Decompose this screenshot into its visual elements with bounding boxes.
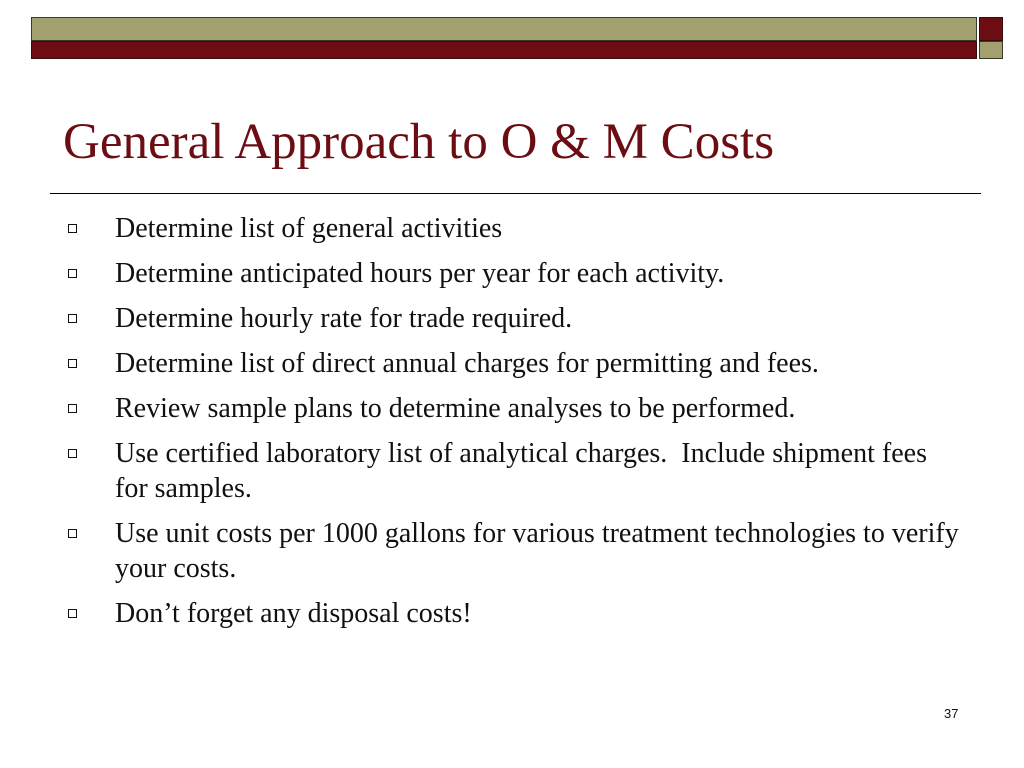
- bullet-item: [63, 516, 963, 586]
- bullet-text: Determine list of direct annual charges for permitting and fees.: [115, 348, 819, 379]
- hollow-square-bullet-icon: [68, 609, 77, 618]
- hollow-square-bullet-icon: [68, 529, 77, 538]
- bullet-item: [63, 256, 963, 291]
- page-number: 37: [944, 706, 959, 721]
- bullet-item: [63, 436, 963, 506]
- hollow-square-bullet-icon: [68, 314, 77, 323]
- hollow-square-bullet-icon: [68, 224, 77, 233]
- header-band-olive: [31, 17, 977, 41]
- slide-title: General Approach to O & M Costs: [63, 114, 775, 170]
- bullet-text: Use certified laboratory list of analytical charges. Include shipment fees for samples.: [115, 438, 934, 504]
- bullet-item: [63, 596, 963, 631]
- header-square-olive: [979, 41, 1003, 59]
- bullet-item: [63, 391, 963, 426]
- bullet-text: Determine list of general activities: [115, 213, 503, 244]
- hollow-square-bullet-icon: [68, 269, 77, 278]
- bullet-list: [63, 211, 963, 641]
- bullet-text: Determine anticipated hours per year for each activity.: [115, 258, 725, 289]
- header-square-maroon: [979, 17, 1003, 41]
- bullet-text: Review sample plans to determine analyses to be performed.: [115, 393, 796, 424]
- title-divider: [50, 193, 981, 194]
- bullet-item: [63, 346, 963, 381]
- bullet-item: [63, 301, 963, 336]
- hollow-square-bullet-icon: [68, 449, 77, 458]
- bullet-text: Don’t forget any disposal costs!: [115, 598, 472, 629]
- hollow-square-bullet-icon: [68, 359, 77, 368]
- hollow-square-bullet-icon: [68, 404, 77, 413]
- bullet-text: Use unit costs per 1000 gallons for various treatment technologies to verify your costs.: [115, 518, 959, 584]
- bullet-text: Determine hourly rate for trade required.: [115, 303, 573, 334]
- header-band-maroon: [31, 41, 977, 59]
- bullet-item: [63, 211, 963, 246]
